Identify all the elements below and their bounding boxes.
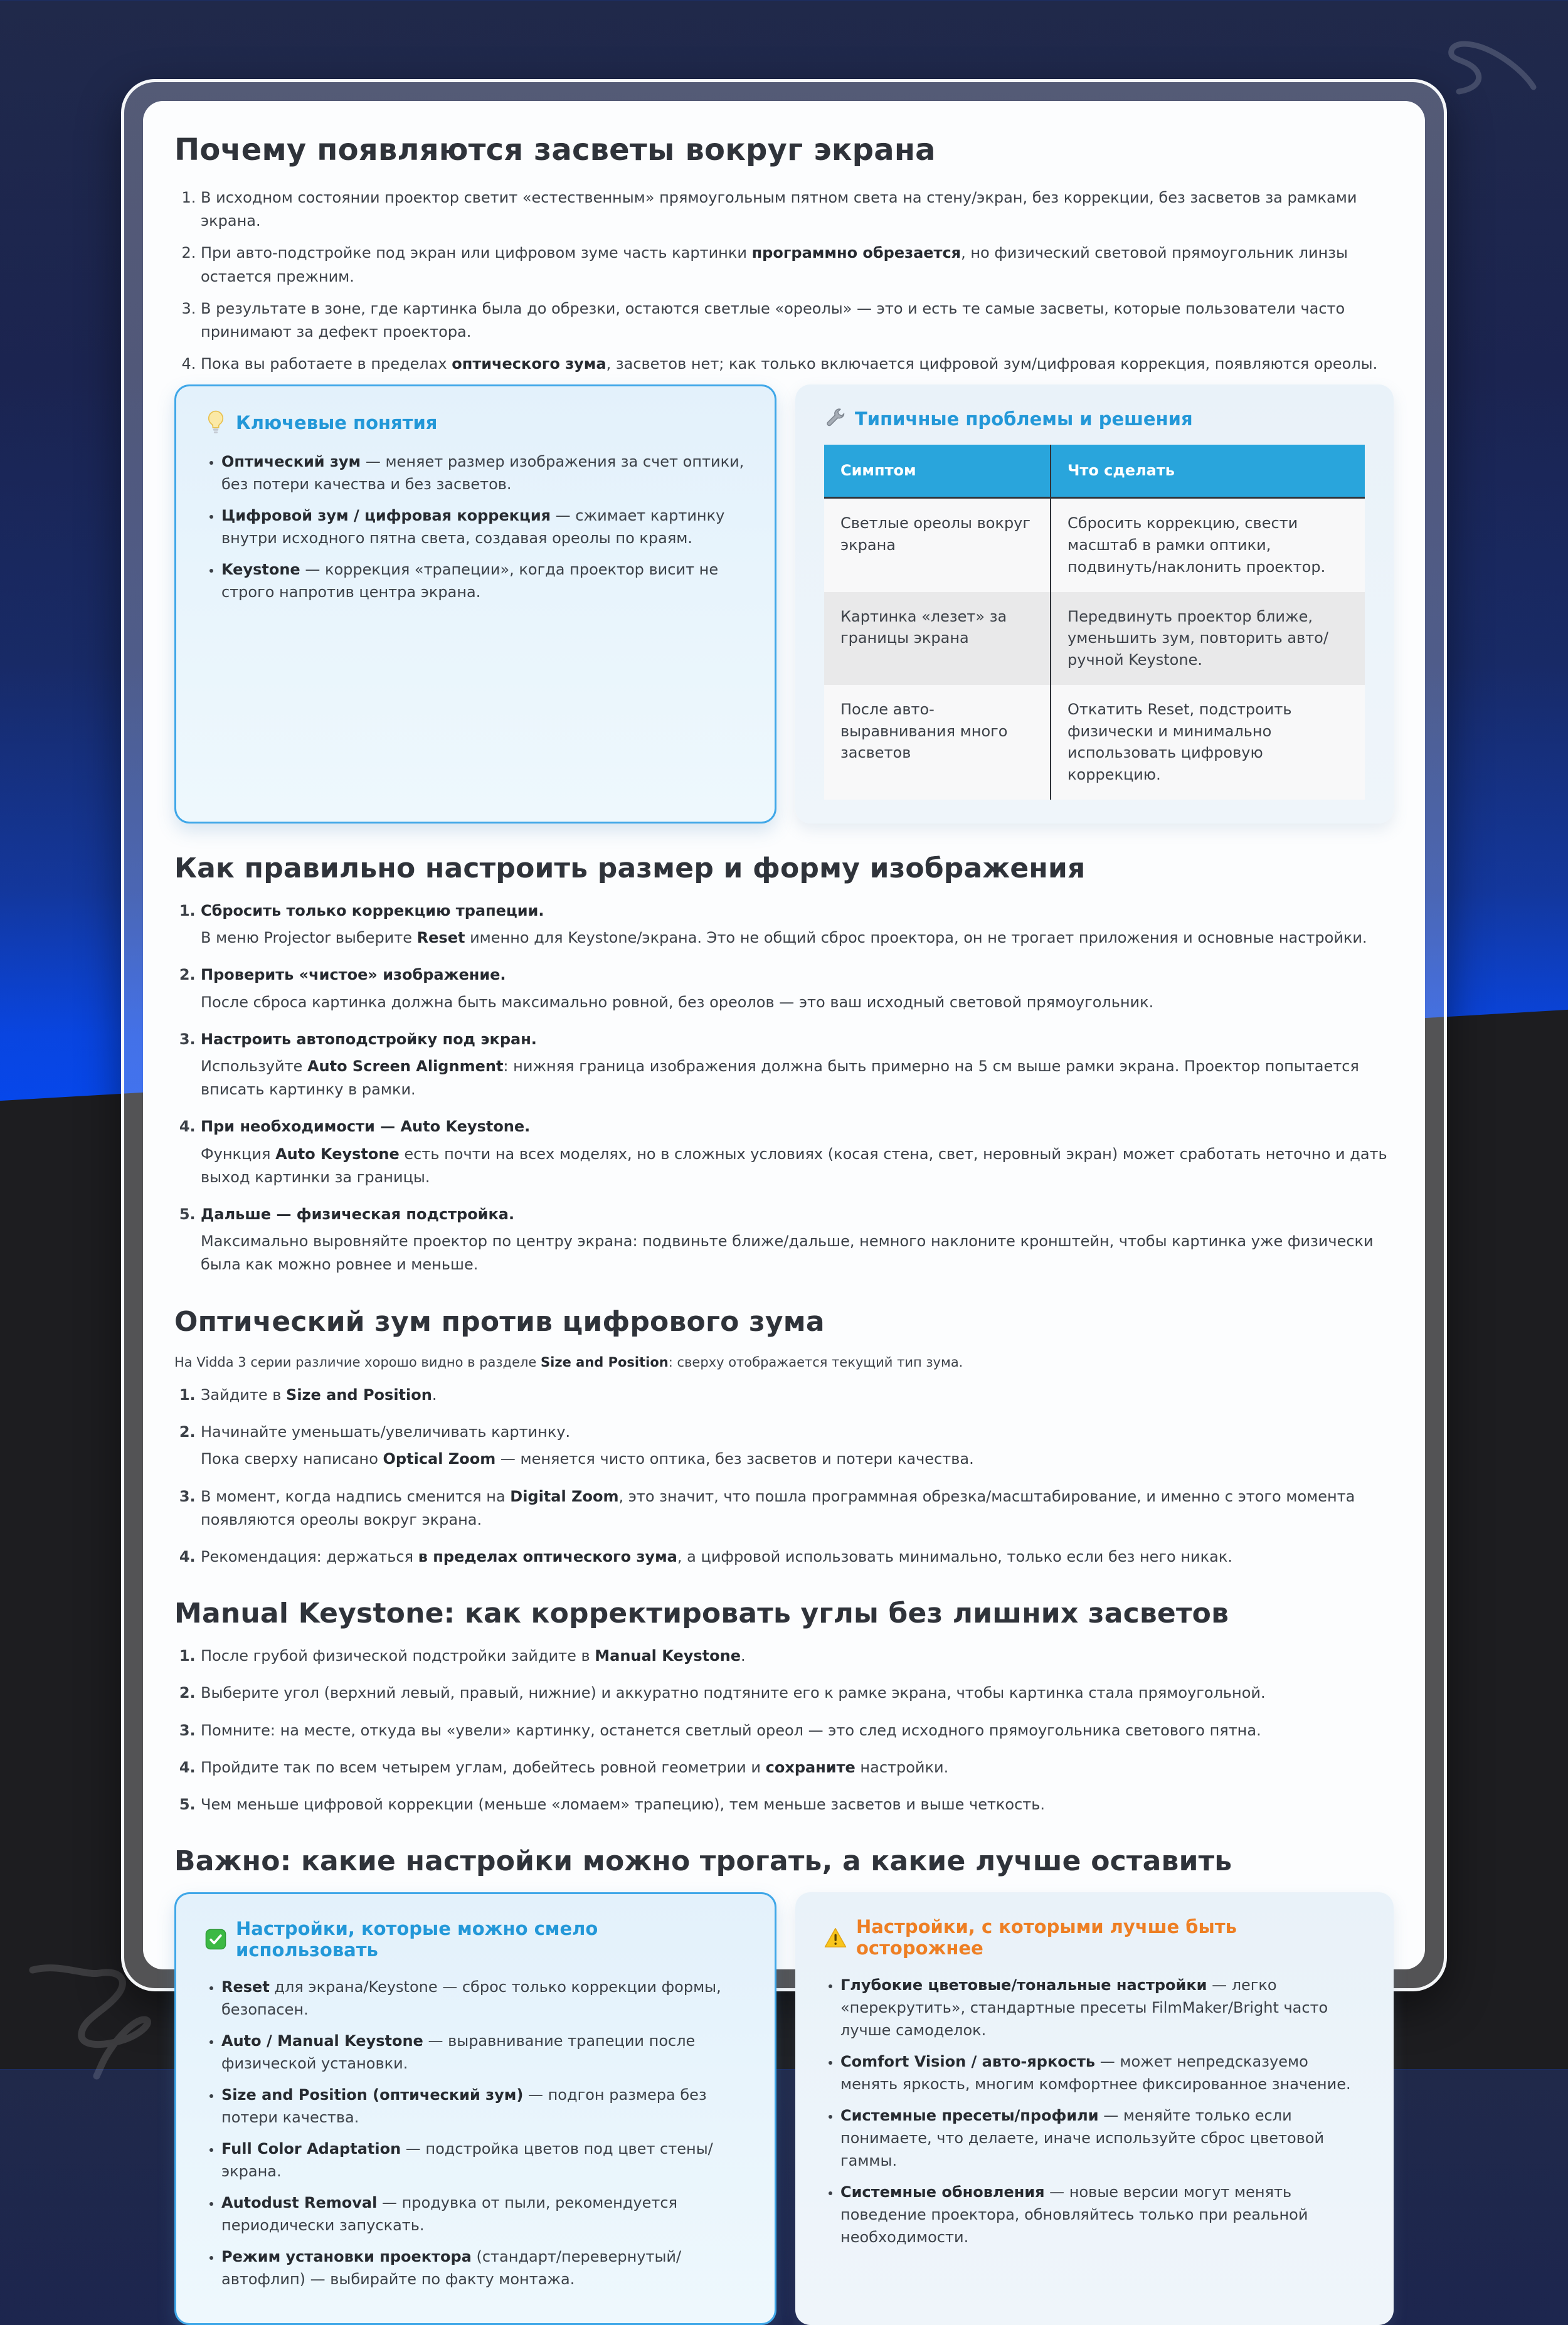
list-item: • Autodust Removal — продувка от пыли, рекомендуется периодически запускать. — [221, 2191, 746, 2237]
list-item: 2. Выберите угол (верхний левый, правый, нижние) и аккуратно подтяните его к рамке экрана, чтобы картинка стала прямоугольной. — [201, 1682, 1394, 1705]
careful-settings-title-text: Настройки, с которыми лучше быть осторожнее — [856, 1916, 1237, 1959]
problems-table — [824, 445, 1365, 800]
list-item: 2. Проверить «чистое» изображение. После сброса картинка должна быть максимально ровной, без ореолов — это ваш исходный световой прямоугольник. — [201, 963, 1394, 1014]
bottom-boxes-row — [174, 1892, 1394, 2325]
list-item: 3. В момент, когда надпись сменится на Digital Zoom, это значит, что пошла программная обрезка/масштабирование, и именно с этого момента появляются ореолы вокруг экрана. — [201, 1485, 1394, 1532]
tablet-frame — [121, 79, 1447, 2289]
key-concepts-title-text: Ключевые понятия — [236, 412, 438, 434]
list-item: 1. Сбросить только коррекцию трапеции. В меню Projector выберите Reset именно для Keystone/экрана. Это не общий сброс проектора, он не трогает приложения и основные настройки. — [201, 899, 1394, 950]
problems-title — [824, 408, 1365, 430]
section-title-important: Важно: какие настройки можно трогать, а какие лучше оставить — [174, 1845, 1232, 1878]
page-title: Почему появляются засветы вокруг экрана — [174, 132, 936, 167]
table-cell: Светлые ореолы вокруг экрана — [824, 499, 1051, 591]
section-title-zoom: Оптический зум против цифрового зума — [174, 1305, 825, 1338]
warning-icon — [824, 1927, 847, 1948]
document-screen[interactable] — [143, 101, 1425, 2289]
lightbulb-icon — [205, 410, 226, 435]
list-item: • Keystone — коррекция «трапеции», когда проектор висит не строго напротив центра экрана. — [221, 558, 746, 603]
problems-title-text: Типичные проблемы и решения — [855, 408, 1193, 430]
decorative-squiggle-top-right — [1430, 30, 1549, 99]
list-item: • Size and Position (оптический зум) — подгон размера без потери качества. — [221, 2084, 746, 2129]
safe-settings-title — [205, 1918, 746, 1961]
table-cell: Картинка «лезет» за границы экрана — [824, 592, 1051, 685]
list-item: 4. При необходимости — Auto Keystone. Функция Auto Keystone есть почти на всех моделях, но в сложных условиях (косая стена, свет, неровный экран) может сработать неточно и дать выход картинки за границы. — [201, 1115, 1394, 1189]
list-item: 1. После грубой физической подстройки зайдите в Manual Keystone. — [201, 1644, 1394, 1668]
table-row — [824, 592, 1365, 685]
table-cell: Сбросить коррекцию, свести масштаб в рамки оптики, подвинуть/наклонить проектор. — [1051, 499, 1365, 591]
safe-settings-box — [174, 1892, 776, 2325]
list-item: 1. В исходном состоянии проектор светит «естественным» прямоугольным пятном света на стену/экран, без коррекции, без засветов за рамками экрана. — [201, 186, 1394, 233]
top-boxes-row — [174, 384, 1394, 824]
table-cell: Передвинуть проектор ближе, уменьшить зум, повторить авто/ручной Keystone. — [1051, 592, 1365, 685]
zoom-steps-list — [174, 1384, 1394, 1569]
safe-settings-list — [205, 1976, 746, 2291]
problems-box — [795, 384, 1394, 824]
problems-table-header-row — [824, 445, 1365, 499]
list-item: • Auto / Manual Keystone — выравнивание трапеции после физической установки. — [221, 2030, 746, 2075]
safe-settings-title-text: Настройки, которые можно смело использовать — [236, 1918, 598, 1961]
keystone-steps-list — [174, 1644, 1394, 1816]
careful-settings-title — [824, 1916, 1365, 1959]
key-concepts-list — [205, 450, 746, 603]
careful-settings-box — [795, 1892, 1394, 2325]
list-item: • Оптический зум — меняет размер изображения за счет оптики, без потери качества и без засветов. — [221, 450, 746, 495]
table-header-cell: Что сделать — [1051, 445, 1365, 499]
table-cell: После авто-выравнивания много засветов — [824, 685, 1051, 800]
table-row — [824, 499, 1365, 591]
list-item: • Comfort Vision / авто-яркость — может непредсказуемо менять яркость, многим комфортнее фиксированное значение. — [840, 2050, 1365, 2095]
list-item: • Системные обновления — новые версии могут менять поведение проектора, обновляйтесь только при реальной необходимости. — [840, 2181, 1365, 2248]
list-item: • Цифровой зум / цифровая коррекция — сжимает картинку внутри исходного пятна света, создавая ореолы по краям. — [221, 504, 746, 549]
check-icon — [205, 1929, 226, 1950]
list-item: • Системные пресеты/профили — меняйте только если понимаете, что делаете, иначе используйте сброс цветовой гаммы. — [840, 2104, 1365, 2172]
key-concepts-title — [205, 410, 746, 435]
list-item: • Full Color Adaptation — подстройка цветов под цвет стены/экрана. — [221, 2137, 746, 2183]
table-header-cell: Симптом — [824, 445, 1051, 499]
list-item: 1. Зайдите в Size and Position. — [201, 1384, 1394, 1407]
list-item: 4. Рекомендация: держаться в пределах оптического зума, а цифровой использовать минимально, только если без него никак. — [201, 1545, 1394, 1569]
list-item: 4. Пройдите так по всем четырем углам, добейтесь ровной геометрии и сохраните настройки. — [201, 1756, 1394, 1779]
list-item: 2. Начинайте уменьшать/увеличивать картинку. Пока сверху написано Optical Zoom — меняется чисто оптика, без засветов и потери качества. — [201, 1421, 1394, 1471]
intro-list — [174, 186, 1394, 376]
list-item: 5. Дальше — физическая подстройка. Максимально выровняйте проектор по центру экрана: подвиньте ближе/дальше, немного наклоните кронштейн, чтобы картинка уже физически была как можно ровнее и меньше. — [201, 1203, 1394, 1277]
list-item: 4. Пока вы работаете в пределах оптического зума, засветов нет; как только включается цифровой зум/цифровая коррекция, появляются ореолы. — [201, 352, 1394, 376]
list-item: 5. Чем меньше цифровой коррекции (меньше «ломаем» трапецию), тем меньше засветов и выше четкость. — [201, 1793, 1394, 1816]
careful-settings-list — [824, 1974, 1365, 2248]
list-item: • Reset для экрана/Keystone — сброс только коррекции формы, безопасен. — [221, 1976, 746, 2021]
table-row — [824, 685, 1365, 800]
setup-steps-list — [174, 899, 1394, 1276]
list-item: 2. При авто-подстройке под экран или цифровом зуме часть картинки программно обрезается, но физический световой прямоугольник линзы остается прежним. — [201, 241, 1394, 288]
list-item: • Глубокие цветовые/тональные настройки — легко «перекрутить», стандартные пресеты FilmMaker/Bright часто лучше самоделок. — [840, 1974, 1365, 2042]
list-item: 3. Помните: на месте, откуда вы «увели» картинку, останется светлый ореол — это след исходного прямоугольника светового пятна. — [201, 1719, 1394, 1742]
list-item: 3. В результате в зоне, где картинка была до обрезки, остаются светлые «ореолы» — это и есть те самые засветы, которые пользователи часто принимают за дефект проектора. — [201, 297, 1394, 344]
key-concepts-box — [174, 384, 776, 824]
section-title-setup: Как правильно настроить размер и форму изображения — [174, 852, 1086, 885]
zoom-note: На Vidda 3 серии различие хорошо видно в разделе Size and Position: сверху отображается текущий тип зума. — [174, 1354, 963, 1370]
list-item: • Режим установки проектора (стандарт/перевернутый/автофлип) — выбирайте по факту монтажа. — [221, 2245, 746, 2291]
table-cell: Откатить Reset, подстроить физически и минимально использовать цифровую коррекцию. — [1051, 685, 1365, 800]
wrench-icon — [824, 408, 845, 430]
list-item: 3. Настроить автоподстройку под экран. Используйте Auto Screen Alignment: нижняя граница изображения должна быть примерно на 5 см выше рамки экрана. Проектор попытается вписать картинку в рамки. — [201, 1028, 1394, 1102]
section-title-keystone: Manual Keystone: как корректировать углы без лишних засветов — [174, 1597, 1229, 1630]
